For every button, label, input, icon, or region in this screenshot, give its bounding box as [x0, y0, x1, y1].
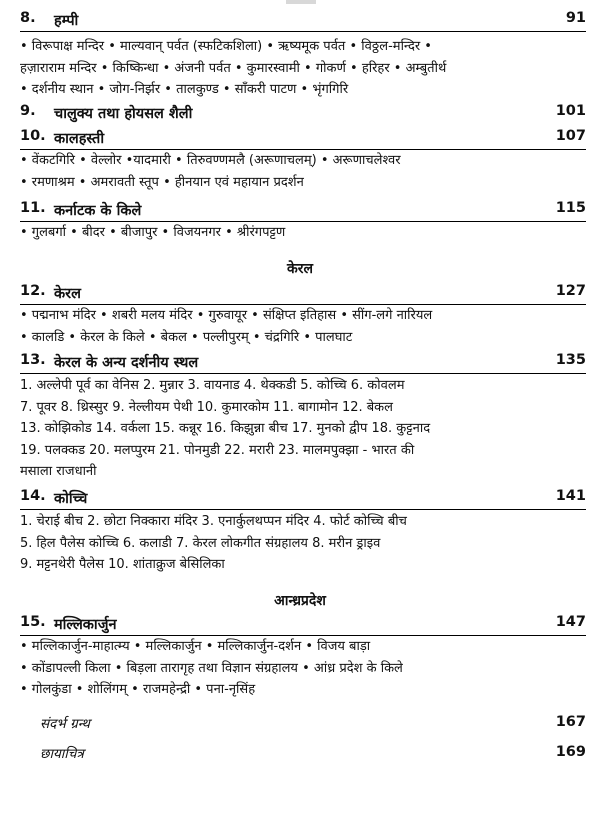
topic-line: • मल्लिकार्जुन-माहात्म्य • मल्लिकार्जुन • मल्लिकार्जुन-दर्शन • विजय बाड़ा: [20, 639, 371, 654]
entry-page-number: 127: [555, 283, 586, 299]
toc-entry-9[interactable]: [20, 103, 586, 125]
references-page-number: 167: [555, 714, 586, 730]
section-heading-kerala: केरल: [287, 261, 313, 277]
topic-line: मसाला राजधानी: [20, 464, 97, 479]
entry-title: कालहस्ती: [54, 131, 105, 147]
divider-rule: [20, 373, 586, 374]
toc-entry-12[interactable]: [20, 283, 586, 305]
photographs-label: छायाचित्र: [40, 746, 84, 762]
entry-number: 9.: [20, 103, 36, 119]
topic-line: • गोलकुंडा • शोलिंगम् • राजमहेन्द्री • पना-नृसिंह: [20, 682, 256, 697]
entry-title: कर्नाटक के किले: [54, 203, 142, 219]
topic-line: • पद्मनाभ मंदिर • शबरी मलय मंदिर • गुरुवायूर • संक्षिप्त इतिहास • सींग-लगे नारियल: [20, 308, 433, 323]
entry-15-topics: [20, 636, 540, 701]
divider-rule: [20, 31, 586, 32]
entry-page-number: 147: [555, 614, 586, 630]
toc-entry-13[interactable]: [20, 352, 586, 374]
entry-10-topics: [20, 150, 540, 193]
photographs-page-number: 169: [555, 744, 586, 760]
toc-entry-8[interactable]: [20, 10, 586, 32]
toc-entry-photographs[interactable]: [40, 744, 586, 764]
toc-entry-15[interactable]: [20, 614, 586, 636]
entry-title: केरल के अन्य दर्शनीय स्थल: [54, 355, 199, 371]
entry-11-topics: [20, 222, 540, 244]
entry-number: 14.: [20, 488, 46, 504]
topic-line: 9. मट्टनथेरी पैलेस 10. शांताक्रुज बेसिलिका: [20, 557, 225, 572]
divider-rule: [20, 509, 586, 510]
entry-page-number: 135: [555, 352, 586, 368]
toc-entry-references[interactable]: [40, 714, 586, 734]
topic-line: • कोंडापल्ली किला • बिड़ला तारागृह तथा विज्ञान संग्रहालय • आंध्र प्रदेश के किले: [20, 660, 403, 676]
topic-line: हज़ाराराम मन्दिर • किष्किन्धा • अंजनी पर्वत • कुमारस्वामी • गोकर्ण • हरिहर • अम्बुतीर्थ: [20, 60, 447, 76]
topic-line: • दर्शनीय स्थान • जोग-निर्झर • तालकुण्ड • साँकरी पाटण • भृंगगिरि: [20, 82, 349, 97]
entry-number: 8.: [20, 10, 36, 26]
entry-8-topics: [20, 36, 540, 101]
toc-entry-14[interactable]: [20, 488, 586, 510]
top-edge-mark: [286, 0, 316, 4]
topic-line: • गुलबर्गा • बीदर • बीजापुर • विजयनगर • श्रीरंगपट्टण: [20, 225, 286, 240]
entry-page-number: 101: [555, 103, 586, 119]
entry-page-number: 107: [555, 128, 586, 144]
entry-page-number: 115: [555, 200, 586, 216]
topic-line: • कालडि • केरल के किले • बेकल • पल्लीपुरम् • चंद्रगिरि • पालघाट: [20, 329, 353, 345]
entry-14-topics: [20, 511, 540, 576]
entry-title: कोच्चि: [54, 491, 88, 507]
entry-page-number: 91: [565, 10, 586, 26]
entry-title: हम्पी: [54, 13, 79, 29]
entry-number: 15.: [20, 614, 46, 630]
entry-number: 13.: [20, 352, 46, 368]
toc-entry-11[interactable]: [20, 200, 586, 222]
topic-line: 5. हिल पैलेस कोच्चि 6. कलाडी 7. केरल लोकगीत संग्रहालय 8. मरीन ड्राइव: [20, 535, 381, 551]
entry-number: 11.: [20, 200, 46, 216]
entry-title: केरल: [54, 286, 81, 302]
section-heading-andhra-pradesh: आन्ध्रप्रदेश: [274, 593, 326, 609]
topic-line: • विरूपाक्ष मन्दिर • माल्यवान् पर्वत (स्फटिकशिला) • ऋष्यमूक पर्वत • विठ्ठल-मन्दिर •: [20, 39, 432, 54]
entry-12-topics: [20, 305, 540, 348]
topic-line: • रमणाश्रम • अमरावती स्तूप • हीनयान एवं महायान प्रदर्शन: [20, 174, 304, 190]
entry-page-number: 141: [555, 488, 586, 504]
entry-title: चालुक्य तथा होयसल शैली: [54, 106, 193, 122]
topic-line: 1. अल्लेपी पूर्व का वेनिस 2. मुन्नार 3. वायनाड 4. थेक्कडी 5. कोच्चि 6. कोवलम: [20, 378, 405, 393]
topic-line: 19. पलक्कड 20. मलप्पुरम 21. पोनमुडी 22. मरारी 23. मालमपुक्झा - भारत की: [20, 442, 415, 458]
topic-line: 1. चेराई बीच 2. छोटा निक्कारा मंदिर 3. एनार्कुलथप्पन मंदिर 4. फोर्ट कोच्चि बीच: [20, 514, 407, 529]
topic-line: • वेंकटगिरि • वेल्लोर •यादमारी • तिरुवण्णमलै (अरूणाचलम्) • अरूणाचलेश्वर: [20, 153, 401, 168]
entry-title: मल्लिकार्जुन: [54, 617, 117, 633]
references-label: संदर्भ ग्रन्थ: [40, 716, 90, 732]
entry-13-topics: [20, 375, 540, 483]
topic-line: 13. कोझिकोड 14. वर्कला 15. कन्नूर 16. किझुन्ना बीच 17. मुनको द्वीप 18. कुट्टनाद: [20, 421, 431, 436]
entry-number: 12.: [20, 283, 46, 299]
topic-line: 7. पूवर 8. थ्रिस्सुर 9. नेल्लीयम पेथी 10. कुमारकोम 11. बागामोन 12. बेकल: [20, 399, 393, 415]
toc-entry-10[interactable]: [20, 128, 586, 150]
entry-number: 10.: [20, 128, 46, 144]
